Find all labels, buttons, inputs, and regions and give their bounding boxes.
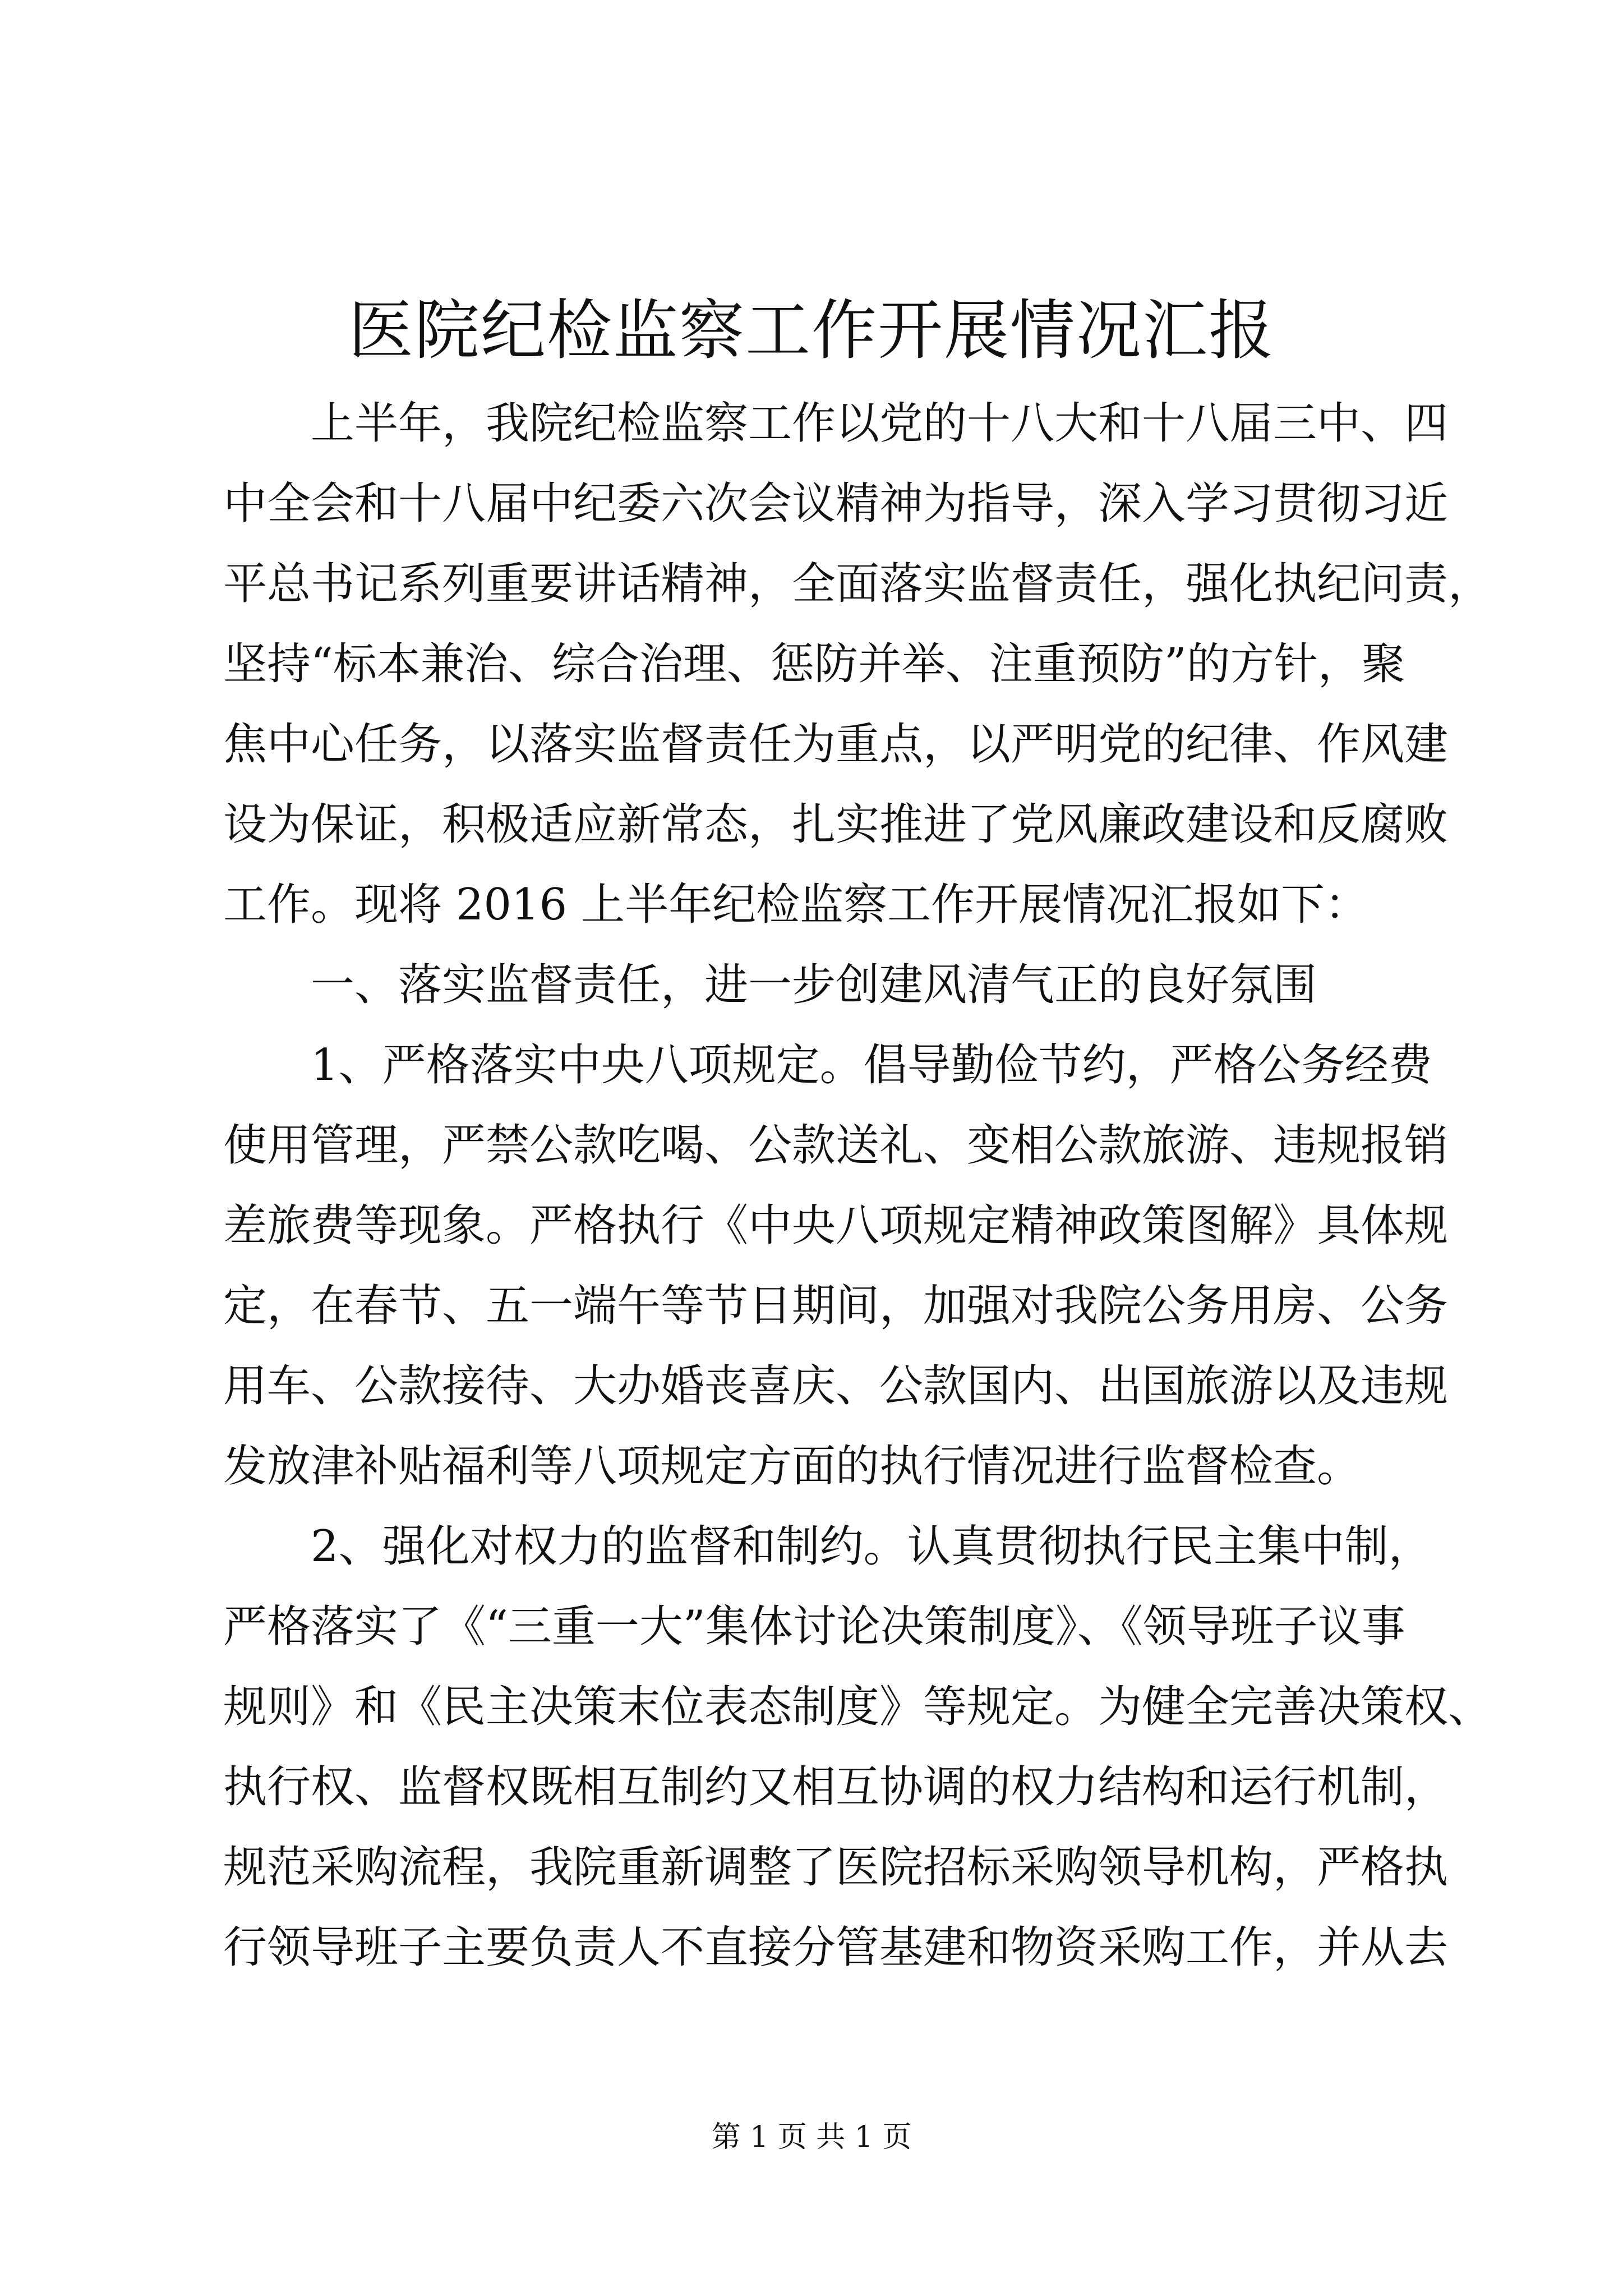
body-line: 工作。现将 2016 上半年纪检监察工作开展情况汇报如下： bbox=[223, 880, 1369, 930]
body-line: 执行权、监督权既相互制约又相互协调的权力结构和运行机制， bbox=[223, 1762, 1449, 1812]
body-line: 上半年，我院纪检监察工作以党的十八大和十八届三中、四 bbox=[223, 398, 1449, 449]
body-line: 严格落实了《“三重一大”集体讨论决策制度》、《领导班子议事 bbox=[223, 1602, 1405, 1652]
body-line: 中全会和十八届中纪委六次会议精神为指导，深入学习贯彻习近 bbox=[223, 478, 1449, 529]
document-title: 医院纪检监察工作开展情况汇报 bbox=[348, 293, 1275, 369]
body-line: 规范采购流程，我院重新调整了医院招标采购领导机构，严格执 bbox=[223, 1842, 1449, 1893]
body-line: 设为保证，积极适应新常态，扎实推进了党风廉政建设和反腐败 bbox=[223, 799, 1449, 850]
body-line: 使用管理，严禁公款吃喝、公款送礼、变相公款旅游、违规报销 bbox=[223, 1120, 1449, 1171]
body-line: 1、严格落实中央八项规定。倡导勤俭节约，严格公务经费 bbox=[223, 1040, 1432, 1091]
body-line: 定，在春节、五一端午等节日期间，加强对我院公务用房、公务 bbox=[223, 1281, 1449, 1331]
page-number-footer: 第 1 页 共 1 页 bbox=[711, 2120, 912, 2154]
body-line: 平总书记系列重要讲话精神，全面落实监督责任，强化执纪问责， bbox=[223, 559, 1492, 609]
body-line: 2、强化对权力的监督和制约。认真贯彻执行民主集中制， bbox=[223, 1521, 1432, 1572]
body-line: 焦中心任务，以落实监督责任为重点，以严明党的纪律、作风建 bbox=[223, 719, 1449, 770]
body-line: 发放津补贴福利等八项规定方面的执行情况进行监督检查。 bbox=[223, 1441, 1361, 1492]
body-line: 坚持“标本兼治、综合治理、惩防并举、注重预防”的方针，聚 bbox=[223, 639, 1405, 689]
section-heading: 一、落实监督责任，进一步创建风清气正的良好氛围 bbox=[223, 960, 1317, 1010]
body-line: 规则》和《民主决策末位表态制度》等规定。为健全完善决策权、 bbox=[223, 1682, 1492, 1732]
body-line: 差旅费等现象。严格执行《中央八项规定精神政策图解》具体规 bbox=[223, 1200, 1449, 1251]
body-line: 行领导班子主要负责人不直接分管基建和物资采购工作，并从去 bbox=[223, 1922, 1449, 1973]
body-line: 用车、公款接待、大办婚丧喜庆、公款国内、出国旅游以及违规 bbox=[223, 1361, 1449, 1411]
